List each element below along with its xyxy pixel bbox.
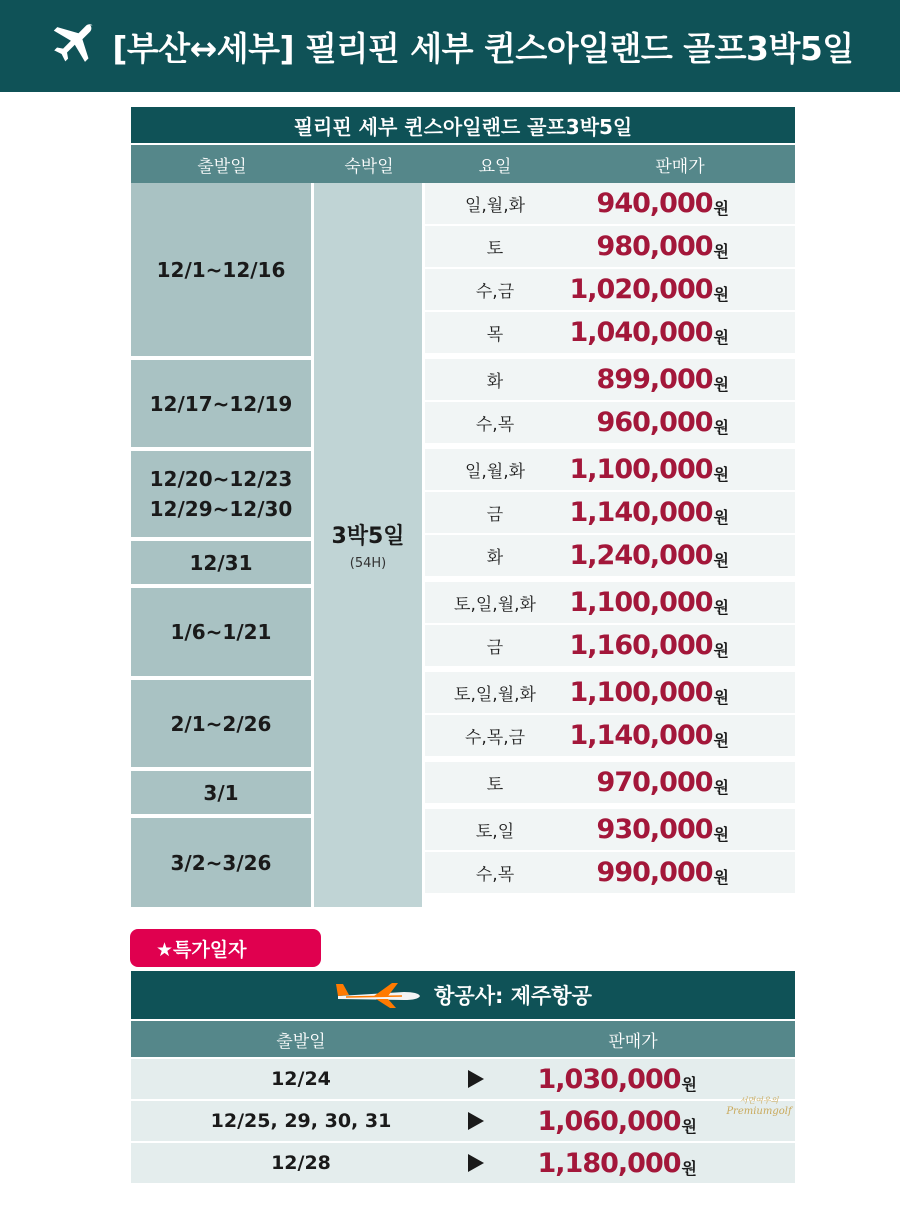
stay-hours: (54H) [349,556,387,571]
stay-nights: 3박5일 [331,524,405,549]
price-cell [565,715,795,756]
day-cell: 목 [425,312,565,353]
price-unit: 원 [713,328,729,347]
day-cell: 금 [425,492,565,533]
price-value: 1,040,000 [569,317,713,348]
price-unit: 원 [713,551,729,570]
play-arrow-icon [468,1154,484,1172]
price-value: 899,000 [596,364,713,395]
price-table-header [131,145,795,183]
date-group: 2/1~2/26 [131,680,311,767]
airline-name: 항공사: 제주항공 [434,984,592,1008]
price-cell [565,449,795,490]
price-cell [538,1148,698,1179]
airline-table-header [131,1021,795,1059]
price-cell [565,269,795,310]
price-value: 1,140,000 [569,497,713,528]
price-cell [565,226,795,267]
price-unit: 원 [681,1158,697,1178]
price-unit: 원 [713,688,729,707]
day-cell: 수,목,금 [425,715,565,756]
price-table-title: 필리핀 세부 퀸스아일랜드 골프3박5일 [131,107,795,145]
price-value: 1,020,000 [569,274,713,305]
price-value: 1,140,000 [569,720,713,751]
day-cell: 화 [425,359,565,400]
price-cell [565,183,795,224]
price-value: 1,100,000 [569,677,713,708]
price-unit: 원 [713,641,729,660]
header-price: 판매가 [655,156,705,177]
day-cell: 토 [425,226,565,267]
price-value: 1,060,000 [537,1105,681,1137]
date-group: 3/2~3/26 [131,818,311,907]
price-value: 960,000 [596,407,713,438]
price-value: 1,030,000 [537,1063,681,1095]
price-value: 1,100,000 [569,587,713,618]
date-group: 12/1~12/16 [131,183,311,356]
day-cell: 토 [425,762,565,803]
price-cell [565,672,795,713]
airline-table [131,971,795,1185]
price-value: 1,100,000 [569,454,713,485]
day-cell: 토,일,월,화 [425,672,565,713]
day-cell: 화 [425,535,565,576]
price-value: 970,000 [596,767,713,798]
price-cell [538,1106,698,1137]
airplane-icon [46,20,98,72]
price-value: 1,160,000 [569,630,713,661]
stay-duration [314,183,422,907]
day-cell: 수,목 [425,402,565,443]
price-unit: 원 [713,285,729,304]
price-unit: 원 [713,731,729,750]
airline-rows [131,1059,795,1185]
day-cell: 수,목 [425,852,565,893]
price-unit: 원 [713,199,729,218]
jet-plane-icon [334,980,422,1010]
price-cell [565,762,795,803]
price-value: 940,000 [596,188,713,219]
price-unit: 원 [713,598,729,617]
departure-date: 12/25, 29, 30, 31 [210,1110,392,1132]
price-table [131,107,795,907]
price-cell [565,402,795,443]
departure-date: 12/24 [271,1068,331,1090]
date-group: 1/6~1/21 [131,588,311,676]
price-unit: 원 [713,508,729,527]
price-cell [565,582,795,623]
price-unit: 원 [713,778,729,797]
header-departure: 출발일 [197,156,247,177]
price-cell [565,852,795,893]
play-arrow-icon [468,1112,484,1130]
airline-table-title [131,971,795,1021]
price-cell [565,809,795,850]
price-cell [565,359,795,400]
day-cell: 일,월,화 [425,449,565,490]
day-cell: 수,금 [425,269,565,310]
price-cell [565,625,795,666]
price-cell [538,1064,698,1095]
price-cell [565,312,795,353]
departure-date: 12/28 [271,1152,331,1174]
price-unit: 원 [713,825,729,844]
play-arrow-icon [468,1070,484,1088]
header-departure: 출발일 [276,1031,326,1052]
day-cell: 토,일 [425,809,565,850]
day-cell: 일,월,화 [425,183,565,224]
header-price: 판매가 [608,1031,658,1052]
table-row [131,1143,795,1185]
price-value: 930,000 [596,814,713,845]
table-row [131,1101,795,1143]
price-unit: 원 [681,1116,697,1136]
price-grid [131,183,795,907]
price-unit: 원 [713,465,729,484]
price-value: 1,240,000 [569,540,713,571]
day-cell: 토,일,월,화 [425,582,565,623]
price-unit: 원 [713,418,729,437]
date-group: 12/31 [131,541,311,584]
watermark-logo: 서면여우의 Premiumgolf [726,1096,792,1117]
date-group: 12/17~12/19 [131,360,311,447]
header-days: 요일 [478,156,512,177]
header-stay: 숙박일 [344,156,394,177]
table-row [131,1059,795,1101]
price-unit: 원 [713,242,729,261]
price-unit: 원 [713,868,729,887]
special-deal-tag: ★특가일자 [130,929,321,967]
top-banner [0,0,900,92]
price-value: 1,180,000 [537,1147,681,1179]
date-group: 3/1 [131,771,311,814]
price-value: 990,000 [596,857,713,888]
day-cell: 금 [425,625,565,666]
price-value: 980,000 [596,231,713,262]
price-cell [565,535,795,576]
page-title: [부산↔세부] 필리핀 세부 퀸스아일랜드 골프3박5일 [112,28,854,68]
price-unit: 원 [681,1074,697,1094]
price-unit: 원 [713,375,729,394]
price-cell [565,492,795,533]
date-group: 12/20~12/23 12/29~12/30 [131,451,311,537]
